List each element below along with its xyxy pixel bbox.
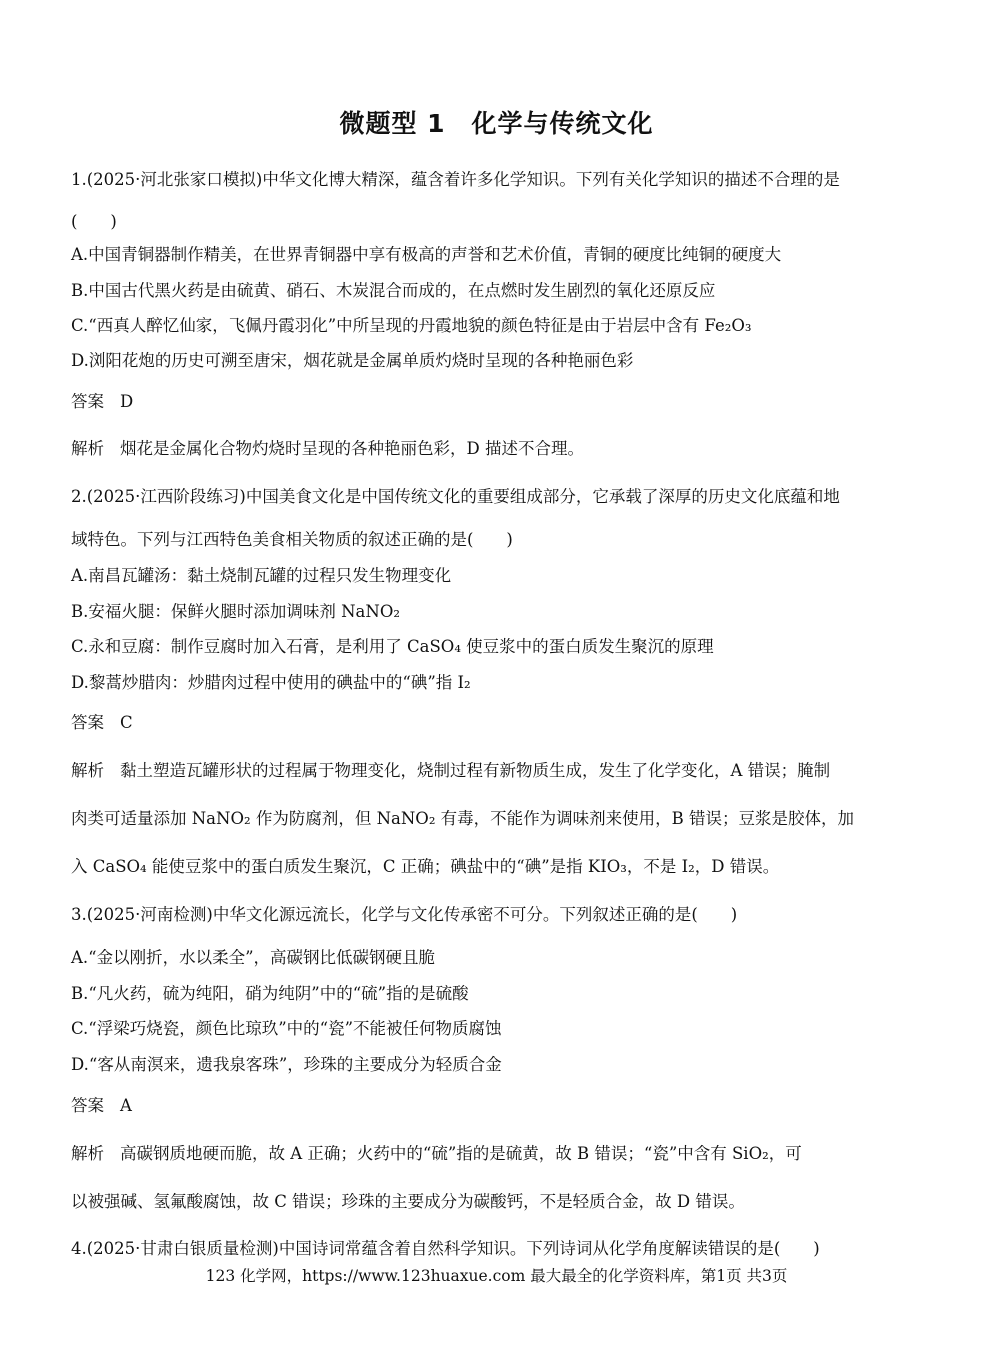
q3-stem-line-1: 3.(2025·河南检测)中华文化源远流长，化学与文化传承密不可分。下列叙述正确的是( ) xyxy=(71,905,738,924)
q1-option-a: A.中国青铜器制作精美，在世界青铜器中享有极高的声誉和艺术价值，青铜的硬度比纯铜的硬度大 xyxy=(71,245,782,264)
analysis-label: 解析 xyxy=(71,439,104,458)
q2-option-d: D.黎蒿炒腊肉：炒腊肉过程中使用的碘盐中的“碘”指 I₂ xyxy=(71,673,471,692)
q3-analysis-line-2: 以被强碱、氢氟酸腐蚀，故 C 错误；珍珠的主要成分为碳酸钙，不是轻质合金，故 D 错误。 xyxy=(71,1192,745,1211)
q2-option-a: A.南昌瓦罐汤：黏土烧制瓦罐的过程只发生物理变化 xyxy=(71,566,452,585)
q2-analysis-line-2: 肉类可适量添加 NaNO₂ 作为防腐剂，但 NaNO₂ 有毒，不能作为调味剂来使用，B 错误；豆浆是胶体，加 xyxy=(71,809,855,828)
q1-analysis xyxy=(71,438,584,460)
q3-option-a: A.“金以刚折，水以柔全”，高碳钢比低碳钢硬且脆 xyxy=(71,948,436,967)
answer-value: C xyxy=(120,713,133,732)
analysis-label: 解析 xyxy=(71,761,104,780)
answer-label: 答案 xyxy=(71,1096,104,1115)
analysis-text: 黏土塑造瓦罐形状的过程属于物理变化，烧制过程有新物质生成，发生了化学变化，A 错误；腌制 xyxy=(120,761,831,780)
q2-stem-line-2: 域特色。下列与江西特色美食相关物质的叙述正确的是( ) xyxy=(71,530,513,549)
answer-value: D xyxy=(120,392,134,411)
q1-stem-line-1: 1.(2025·河北张家口模拟)中华文化博大精深，蕴含着许多化学知识。下列有关化学知识的描述不合理的是 xyxy=(71,170,840,189)
page-footer: 123 化学网，https://www.123huaxue.com 最大最全的化学资料库，第1页 共3页 xyxy=(205,1267,788,1285)
q3-option-b: B.“凡火药，硫为纯阳，硝为纯阴”中的“硫”指的是硫酸 xyxy=(71,984,469,1003)
answer-label: 答案 xyxy=(71,392,104,411)
q1-stem-line-2: ( ) xyxy=(71,212,117,231)
q3-option-c: C.“浮梁巧烧瓷，颜色比琼玖”中的“瓷”不能被任何物质腐蚀 xyxy=(71,1019,502,1038)
answer-label: 答案 xyxy=(71,713,104,732)
page-title: 微题型 1 化学与传统文化 xyxy=(339,109,654,138)
q4-stem-line-1: 4.(2025·甘肃白银质量检测)中国诗词常蕴含着自然科学知识。下列诗词从化学角度解读错误的是( ) xyxy=(71,1239,820,1258)
q1-option-b: B.中国古代黑火药是由硫黄、硝石、木炭混合而成的，在点燃时发生剧烈的氧化还原反应 xyxy=(71,281,716,300)
answer-value: A xyxy=(120,1096,132,1115)
q3-analysis-line-1 xyxy=(71,1143,802,1165)
q2-answer xyxy=(71,712,133,734)
q2-option-b: B.安福火腿：保鲜火腿时添加调味剂 NaNO₂ xyxy=(71,602,400,621)
q1-option-d: D.浏阳花炮的历史可溯至唐宋，烟花就是金属单质灼烧时呈现的各种艳丽色彩 xyxy=(71,351,634,370)
analysis-text: 高碳钢质地硬而脆，故 A 正确；火药中的“硫”指的是硫黄，故 B 错误；“瓷”中含有 SiO₂，可 xyxy=(120,1144,802,1163)
q3-answer xyxy=(71,1095,132,1117)
analysis-label: 解析 xyxy=(71,1144,104,1163)
q2-option-c: C.永和豆腐：制作豆腐时加入石膏，是利用了 CaSO₄ 使豆浆中的蛋白质发生聚沉的原理 xyxy=(71,637,714,656)
q2-analysis-line-3: 入 CaSO₄ 能使豆浆中的蛋白质发生聚沉，C 正确；碘盐中的“碘”是指 KIO₃，不是 I₂，D 错误。 xyxy=(71,857,780,876)
q2-stem-line-1: 2.(2025·江西阶段练习)中国美食文化是中国传统文化的重要组成部分，它承载了深厚的历史文化底蕴和地 xyxy=(71,487,840,506)
q1-answer xyxy=(71,391,133,413)
analysis-text: 烟花是金属化合物灼烧时呈现的各种艳丽色彩，D 描述不合理。 xyxy=(120,439,584,458)
q3-option-d: D.“客从南溟来，遗我泉客珠”，珍珠的主要成分为轻质合金 xyxy=(71,1055,502,1074)
q1-option-c: C.“西真人醉忆仙家，飞佩丹霞羽化”中所呈现的丹霞地貌的颜色特征是由于岩层中含有 Fe₂O₃ xyxy=(71,316,752,335)
q2-analysis-line-1 xyxy=(71,760,830,782)
